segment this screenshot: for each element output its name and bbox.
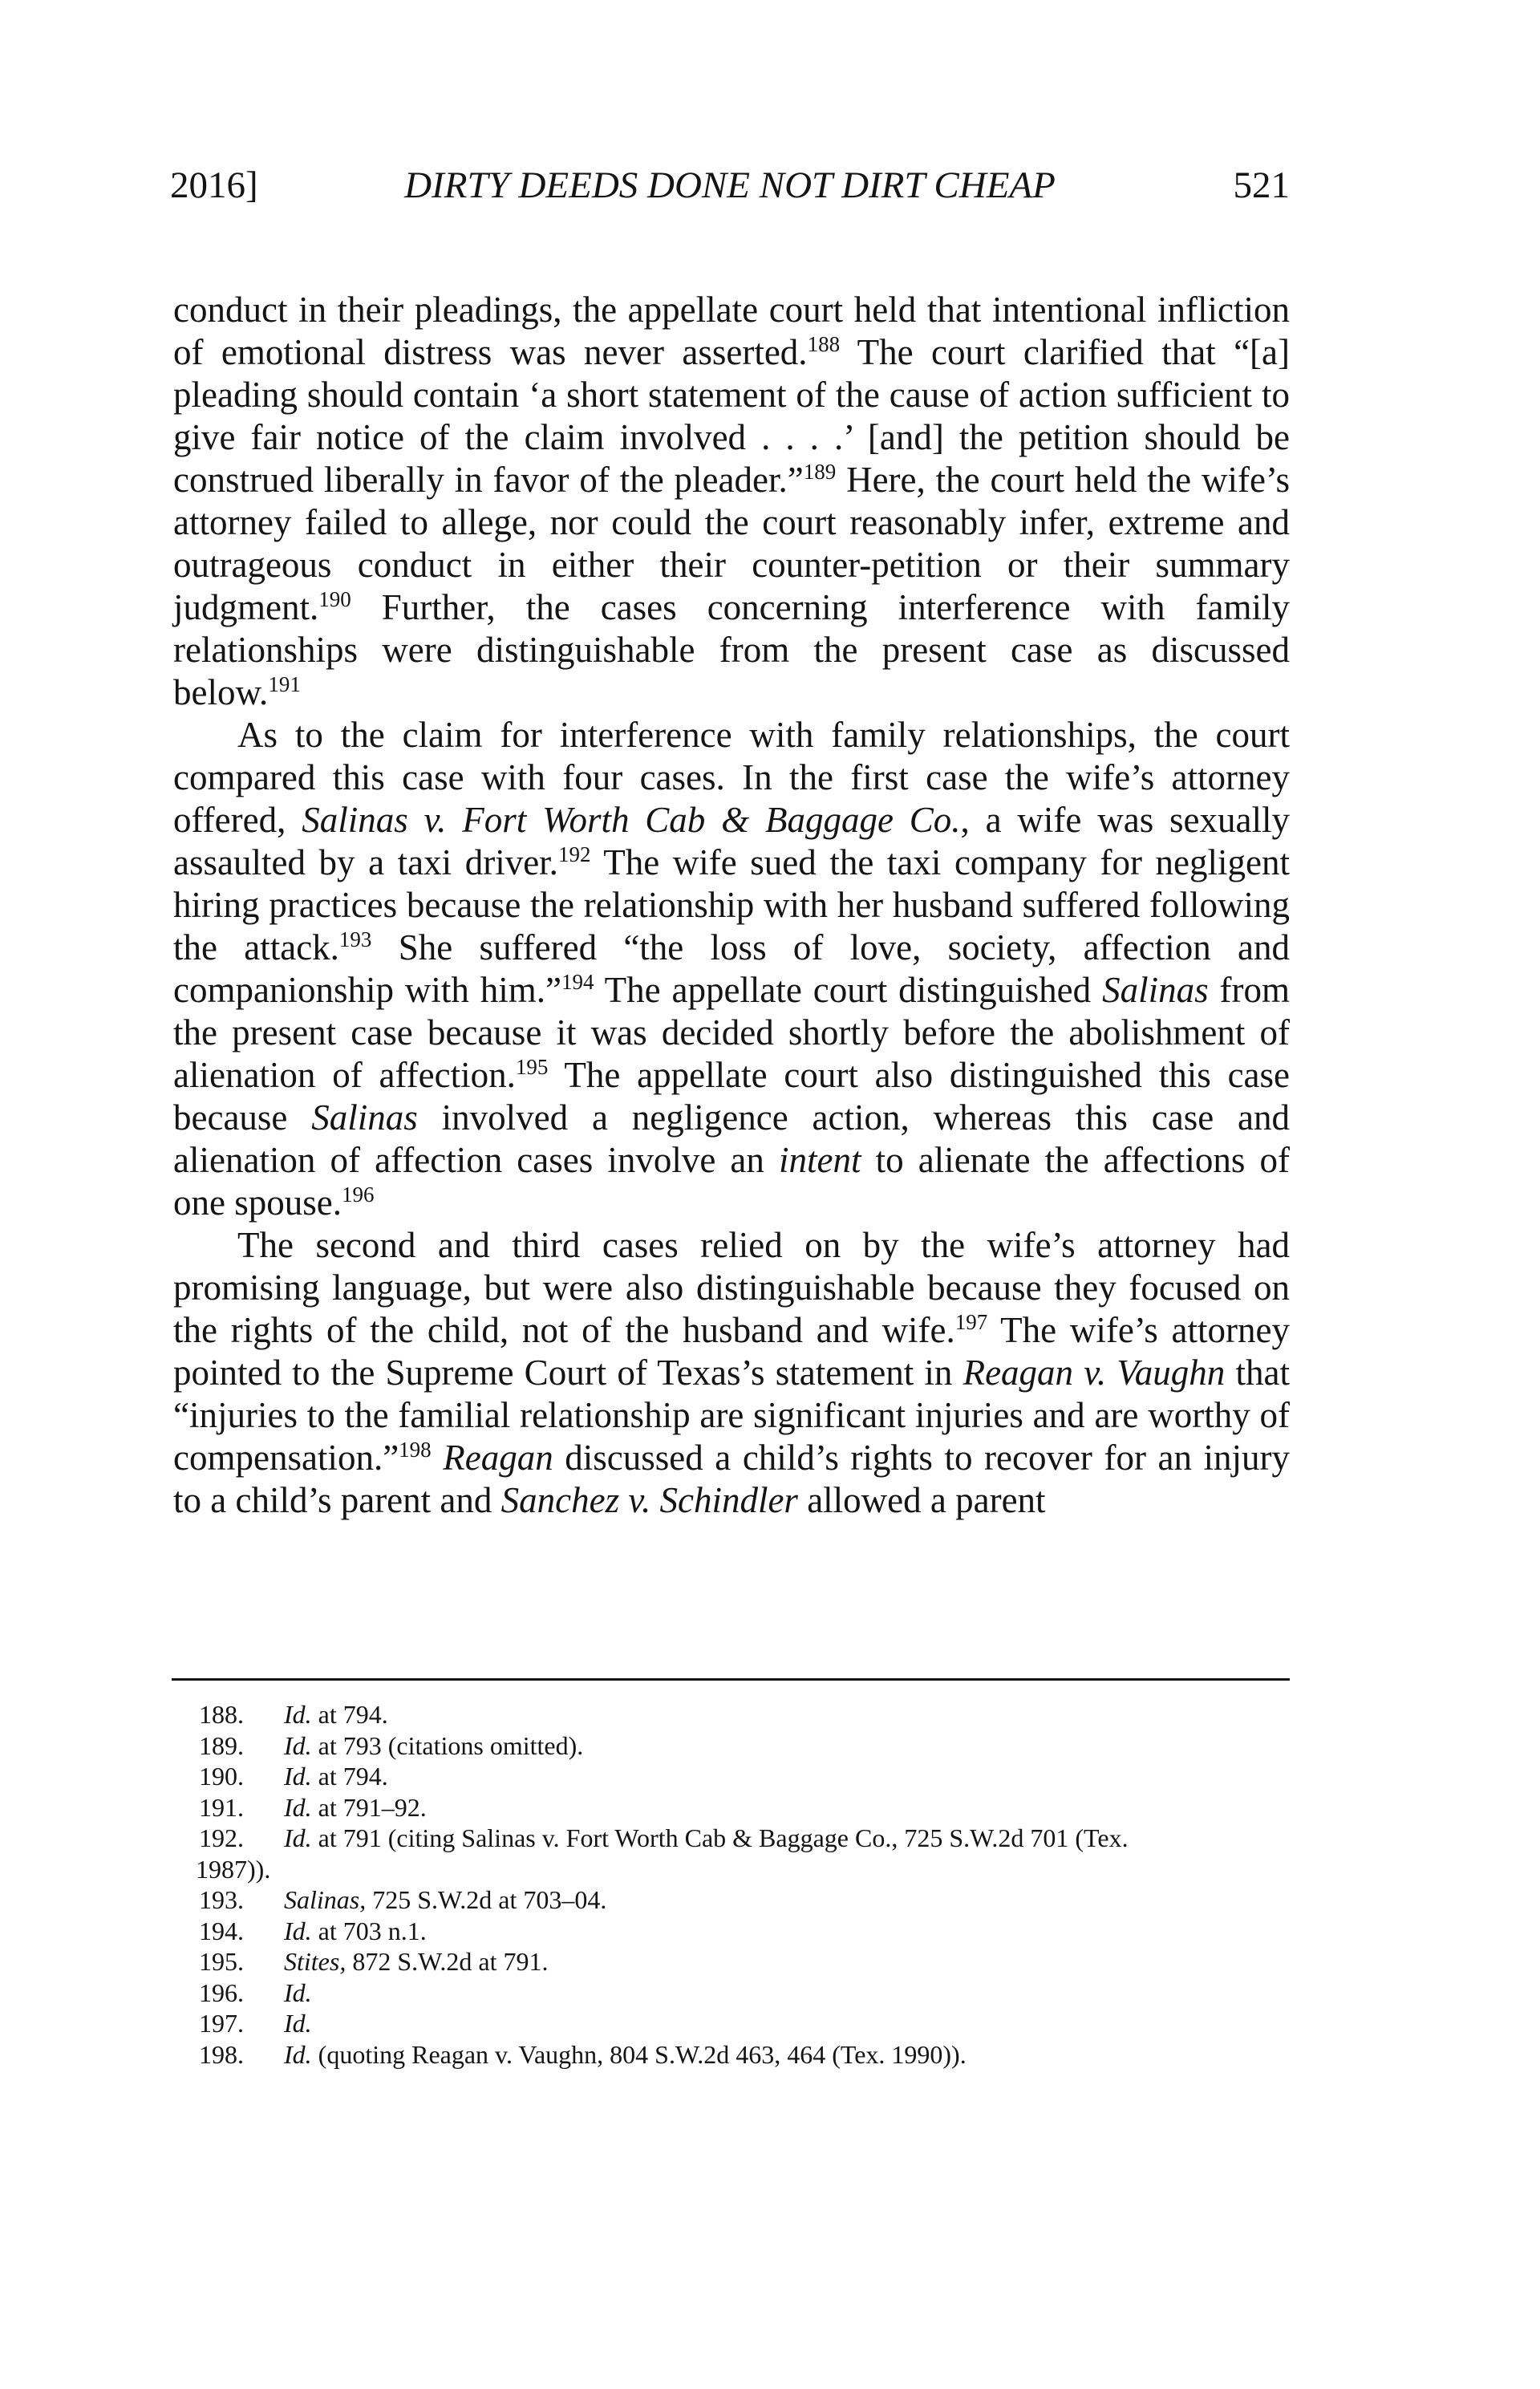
case-name: Salinas v. Fort Worth Cab & Baggage Co. [302,800,961,840]
footnote-text: at 791 (citing Salinas v. Fort Worth Cab & Baggage Co., 725 S.W.2d 701 (Tex. [311,1823,1129,1852]
emphasis: intent [779,1140,861,1180]
text-run [432,1438,444,1478]
footnote-number: 189. [199,1730,244,1760]
footnote-text: 725 S.W.2d at 703–04. [366,1885,607,1914]
case-name: Sanchez v. Schindler [500,1480,798,1520]
text-run: The court clarified that “[a] pleading should contain ‘a short statement of the cause of action sufficient to give fair notice of the claim involved . . . .’ [and] the petition should be construed liberally in favor of the pleader.” [173,332,1290,500]
footnote-signal: Id. [284,1762,312,1791]
text-run: involved a negligence action, whereas this case and alienation of affection cases involve an [173,1097,1291,1180]
text-run: The appellate court distinguished [594,970,1103,1010]
footnote-text: at 793 (citations omitted). [311,1730,584,1760]
footnote [172,1823,1290,1884]
footnote-ref-191: 191 [268,672,301,696]
footnote-number: 190. [199,1762,244,1791]
text-run: As to the claim for interference with family relationships, the court compared this case with four cases. In the first case the wife’s attorney offered, [173,715,1290,840]
footnote-number: 194. [199,1916,244,1945]
footnote-ref-195: 195 [515,1055,549,1079]
footnote-number: 195. [199,1947,244,1976]
body-text [173,289,1290,1522]
footnote-ref-192: 192 [557,842,591,866]
footnote-signal: Id. [284,1977,312,2007]
text-run: The appellate court also distinguished this case because [173,1055,1291,1138]
footnote [172,1699,1290,1730]
footnote-number: 188. [199,1700,244,1729]
footnote-number: 192. [199,1823,244,1852]
text-run: to alienate the affections of one spouse. [173,1140,1290,1223]
footnote-signal: Id. [284,1700,312,1729]
footnote-ref-188: 188 [807,332,841,356]
footnote-number: 198. [199,2039,244,2069]
footnote [172,1730,1290,1762]
footnote-ref-194: 194 [561,970,594,994]
footnote-text-continued: 1987)). [196,1854,271,1884]
text-run: , a wife was sexually assaulted by a taxi driver. [173,800,1291,882]
footnote-signal: Id. [284,1916,312,1945]
footnote-number: 193. [199,1885,244,1914]
footnote-ref-197: 197 [954,1310,988,1334]
footnote [172,1916,1290,1947]
text-run: She suffered “the loss of love, society, affection and companionship with him.” [173,927,1290,1010]
footnote [172,1884,1290,1916]
footnote-number: 196. [199,1977,244,2007]
text-run: discussed a child’s rights to recover for an injury to a child’s parent and [173,1438,1291,1520]
footnote-signal: Id. [284,2009,312,2038]
header-year: 2016] [170,164,258,206]
footnote-signal: Stites, [284,1947,346,1976]
footnote-text: at 791–92. [311,1792,427,1822]
text-run: Further, the cases concerning interference with family relationships were distinguishable from the present case as discussed below. [173,587,1290,712]
paragraph-2 [173,714,1290,1224]
footnote-divider [172,1678,1290,1681]
footnote-text: (quoting Reagan v. Vaughn, 804 S.W.2d 463, 464 (Tex. 1990)). [311,2039,967,2069]
footnote-signal: Id. [284,2039,312,2069]
footnote-text: 872 S.W.2d at 791. [346,1947,549,1976]
text-run: Here, the court held the wife’s attorney failed to allege, nor could the court reasonably infer, extreme and outrageous conduct in either their counter-petition or their summary judgment. [173,460,1290,627]
footnote-ref-196: 196 [341,1182,375,1207]
page-number: 521 [1233,164,1290,206]
footnote [172,2039,1290,2071]
footnote-signal: Id. [284,1823,312,1852]
header-title: DIRTY DEEDS DONE NOT DIRT CHEAP [404,164,1056,206]
paragraph-1 [173,289,1290,714]
footnote [172,1946,1290,1977]
footnote-text: at 794. [311,1762,388,1791]
text-run: The wife’s attorney pointed to the Supreme Court of Texas’s statement in [173,1310,1290,1393]
footnote [172,1792,1290,1823]
footnote-number: 191. [199,1792,244,1822]
footnote-number: 197. [199,2009,244,2038]
case-name: Salinas [1102,970,1209,1010]
footnote [172,1977,1290,2009]
case-name: Salinas [311,1097,418,1138]
footnote-ref-189: 189 [803,460,837,484]
text-run: conduct in their pleadings, the appellate court held that intentional infliction of emotional distress was never asserted. [173,290,1290,372]
case-name: Reagan [443,1438,553,1478]
footnote-ref-198: 198 [399,1438,432,1462]
footnote-text: at 794. [311,1700,388,1729]
footnote-text: at 703 n.1. [311,1916,427,1945]
case-name: Reagan v. Vaughn [962,1353,1226,1393]
text-run: The wife sued the taxi company for negligent hiring practices because the relationship with her husband suffered following the attack. [173,842,1290,967]
footnote-ref-190: 190 [318,587,351,611]
paragraph-3 [173,1224,1290,1522]
footnotes [172,1699,1290,2070]
text-run: that “injuries to the familial relationship are significant injuries and are worthy of compensation.” [173,1353,1290,1478]
footnote-ref-193: 193 [338,927,372,951]
footnote-signal: Id. [284,1792,312,1822]
footnote [172,2008,1290,2039]
text-run: from the present case because it was decided shortly before the abolishment of alienation of affection. [173,970,1290,1095]
footnote-signal: Salinas, [284,1885,367,1914]
text-run: allowed a parent [797,1480,1046,1520]
footnote [172,1761,1290,1792]
text-run: The second and third cases relied on by the wife’s attorney had promising language, but were also distinguishable because they focused on the rights of the child, not of the husband and wife. [173,1225,1290,1350]
running-header [170,157,1290,213]
footnote-signal: Id. [284,1730,312,1760]
